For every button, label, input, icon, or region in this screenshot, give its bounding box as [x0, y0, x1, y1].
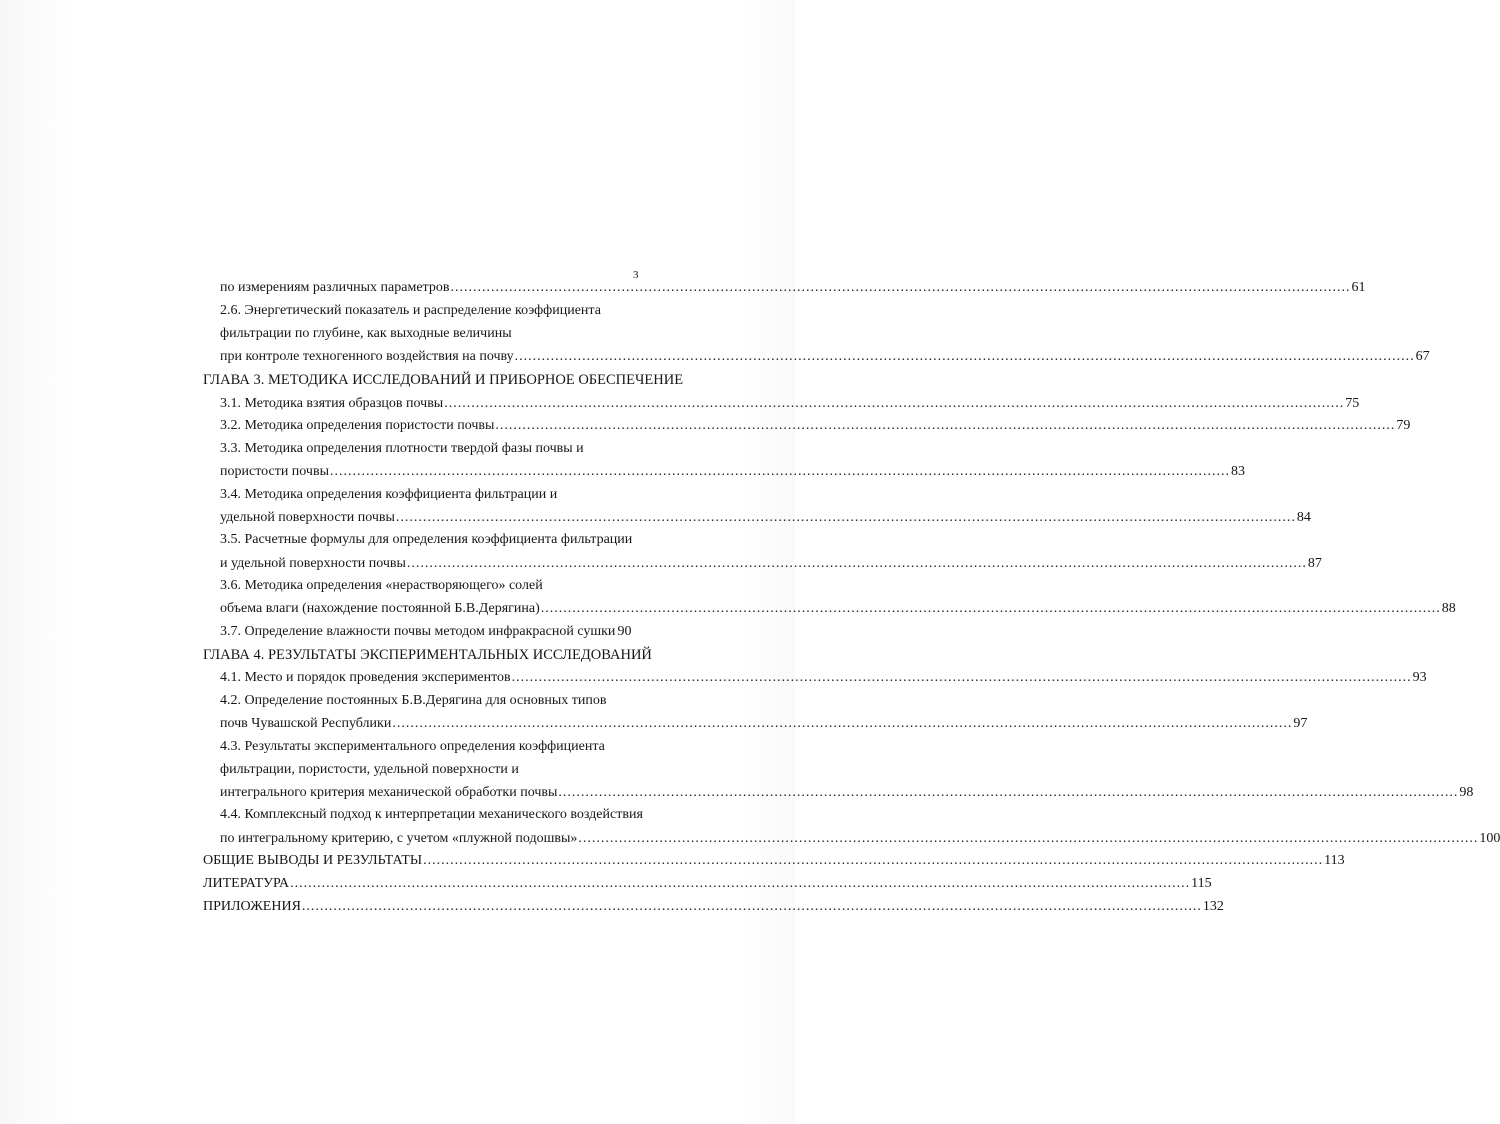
toc-entry-page: 90 — [617, 624, 632, 639]
toc-entry — [220, 555, 1322, 573]
toc-entry-title: по измерениям различных параметров — [220, 280, 450, 295]
toc-entry-title: 3.2. Методика определения пористости почвы — [220, 418, 495, 433]
dot-leader: ........................................................................................................................................................................................................ — [330, 464, 1230, 479]
toc-entry-title: фильтрации, пористости, удельной поверхности и — [220, 762, 519, 777]
toc-entry-title: по интегральному критерию, с учетом «плужной подошвы» — [220, 831, 578, 846]
toc-entry-title: почв Чувашской Республики — [220, 716, 392, 731]
toc-entry — [203, 646, 652, 664]
dot-leader: ........................................................................................................................................................................................................ — [406, 556, 1307, 571]
toc-entry-title: 4.1. Место и порядок проведения экспериментов — [220, 670, 511, 685]
dot-leader: ........................................................................................................................................................................................................ — [514, 349, 1415, 364]
toc-entry-page: 100 — [1479, 831, 1500, 846]
dot-leader: ........................................................................................................................................................................................................ — [290, 876, 1191, 891]
toc-entry-title: ГЛАВА 3. МЕТОДИКА ИССЛЕДОВАНИЙ И ПРИБОРНОЕ ОБЕСПЕЧЕНИЕ — [203, 372, 684, 388]
dot-leader: ........................................................................................................................................................................................................ — [423, 853, 1324, 868]
toc-entry — [220, 325, 627, 343]
toc-entry-title: ОБЩИЕ ВЫВОДЫ И РЕЗУЛЬТАТЫ — [203, 853, 423, 868]
toc-entry — [220, 279, 1366, 297]
toc-entry-page: 61 — [1351, 280, 1366, 295]
toc-entry-title: интегрального критерия механической обработки почвы — [220, 785, 558, 800]
dot-leader: ........................................................................................................................................................................................................ — [301, 899, 1202, 914]
toc-entry-title: ЛИТЕРАТУРА — [203, 876, 290, 891]
toc-entry-page: 79 — [1396, 418, 1411, 433]
toc-entry-title: при контроле техногенного воздействия на почву — [220, 349, 514, 364]
toc-entry-page: 83 — [1231, 464, 1245, 479]
toc-entry-page: 84 — [1296, 510, 1311, 525]
toc-entry-title: 3.6. Методика определения «нерастворяющего» солей — [220, 578, 543, 593]
toc-entry — [203, 371, 684, 389]
toc-entry — [220, 486, 627, 504]
toc-entry — [220, 600, 1456, 618]
toc-entry-title: фильтрации по глубине, как выходные величины — [220, 326, 512, 341]
toc-entry-title: 3.5. Расчетные формулы для определения коэффициента фильтрации — [220, 532, 633, 547]
toc-entry-page: 93 — [1412, 670, 1427, 685]
toc-entry-title: и удельной поверхности почвы — [220, 556, 406, 571]
toc-entry-title: ПРИЛОЖЕНИЯ — [203, 899, 301, 914]
toc-entry-title: ГЛАВА 4. РЕЗУЛЬТАТЫ ЭКСПЕРИМЕНТАЛЬНЫХ ИССЛЕДОВАНИЙ — [203, 647, 652, 663]
toc-entry-page: 98 — [1459, 785, 1474, 800]
toc-entry — [220, 463, 1245, 481]
dot-leader: ........................................................................................................................................................................................................ — [392, 716, 1293, 731]
bleed-through-mark — [300, 960, 303, 972]
toc-entry — [220, 577, 627, 595]
toc-entry-title: 3.4. Методика определения коэффициента фильтрации и — [220, 487, 558, 502]
toc-entry-page: 87 — [1307, 556, 1322, 571]
toc-entry-page: 88 — [1441, 601, 1456, 616]
toc-entry-page: 115 — [1191, 876, 1212, 891]
toc-entry — [220, 806, 643, 824]
toc-entry — [220, 348, 1430, 366]
page-number: 3 — [633, 269, 639, 281]
toc-entry-page: 132 — [1202, 899, 1224, 914]
toc-entry — [220, 623, 632, 641]
toc-entry — [220, 715, 1308, 733]
toc-entry — [220, 692, 627, 710]
toc-entry — [220, 738, 627, 756]
toc-entry-page: 97 — [1293, 716, 1308, 731]
toc-entry-title: 4.3. Результаты экспериментального определения коэффициента — [220, 739, 605, 754]
toc-entry-page: 67 — [1415, 349, 1430, 364]
toc-entry — [203, 852, 1345, 870]
toc-entry — [203, 875, 1212, 893]
toc-entry-title: 3.1. Методика взятия образцов почвы — [220, 396, 444, 411]
toc-entry-title: 2.6. Энергетический показатель и распределение коэффициента — [220, 303, 601, 318]
dot-leader: ........................................................................................................................................................................................................ — [395, 510, 1296, 525]
toc-entry — [220, 395, 1360, 413]
toc-entry — [220, 509, 1311, 527]
dot-leader: ........................................................................................................................................................................................................ — [558, 785, 1459, 800]
dot-leader: ........................................................................................................................................................................................................ — [540, 601, 1441, 616]
toc-entry — [220, 761, 627, 779]
toc-entry — [220, 669, 1427, 687]
toc-entry — [220, 784, 1474, 802]
dot-leader: ........................................................................................................................................................................................................ — [444, 396, 1345, 411]
toc-entry — [203, 898, 1224, 916]
toc-entry-title: удельной поверхности почвы — [220, 510, 395, 525]
toc-entry-title: 3.3. Методика определения плотности твердой фазы почвы и — [220, 441, 584, 456]
toc-entry — [220, 440, 627, 458]
toc-entry — [220, 302, 627, 320]
dot-leader: ........................................................................................................................................................................................................ — [495, 418, 1396, 433]
toc-entry-page: 113 — [1324, 853, 1345, 868]
toc-entry — [220, 417, 1411, 435]
dot-leader: ........................................................................................................................................................................................................ — [450, 280, 1351, 295]
toc-entry-page: 75 — [1345, 396, 1360, 411]
toc-entry-title: пористости почвы — [220, 464, 329, 479]
toc-entry-title: 4.4. Комплексный подход к интерпретации механического воздействия — [220, 807, 643, 822]
dot-leader: ........................................................................................................................................................................................................ — [511, 670, 1412, 685]
dot-leader: ........................................................................................................................................................................................................ — [578, 831, 1479, 846]
toc-entry — [220, 830, 1500, 848]
toc-entry — [220, 531, 633, 549]
toc-entry-title: 3.7. Определение влажности почвы методом инфракрасной сушки — [220, 624, 616, 639]
toc-entry-title: объема влаги (нахождение постоянной Б.В.Дерягина) — [220, 601, 540, 616]
toc-entry-title: 4.2. Определение постоянных Б.В.Дерягина для основных типов — [220, 693, 607, 708]
